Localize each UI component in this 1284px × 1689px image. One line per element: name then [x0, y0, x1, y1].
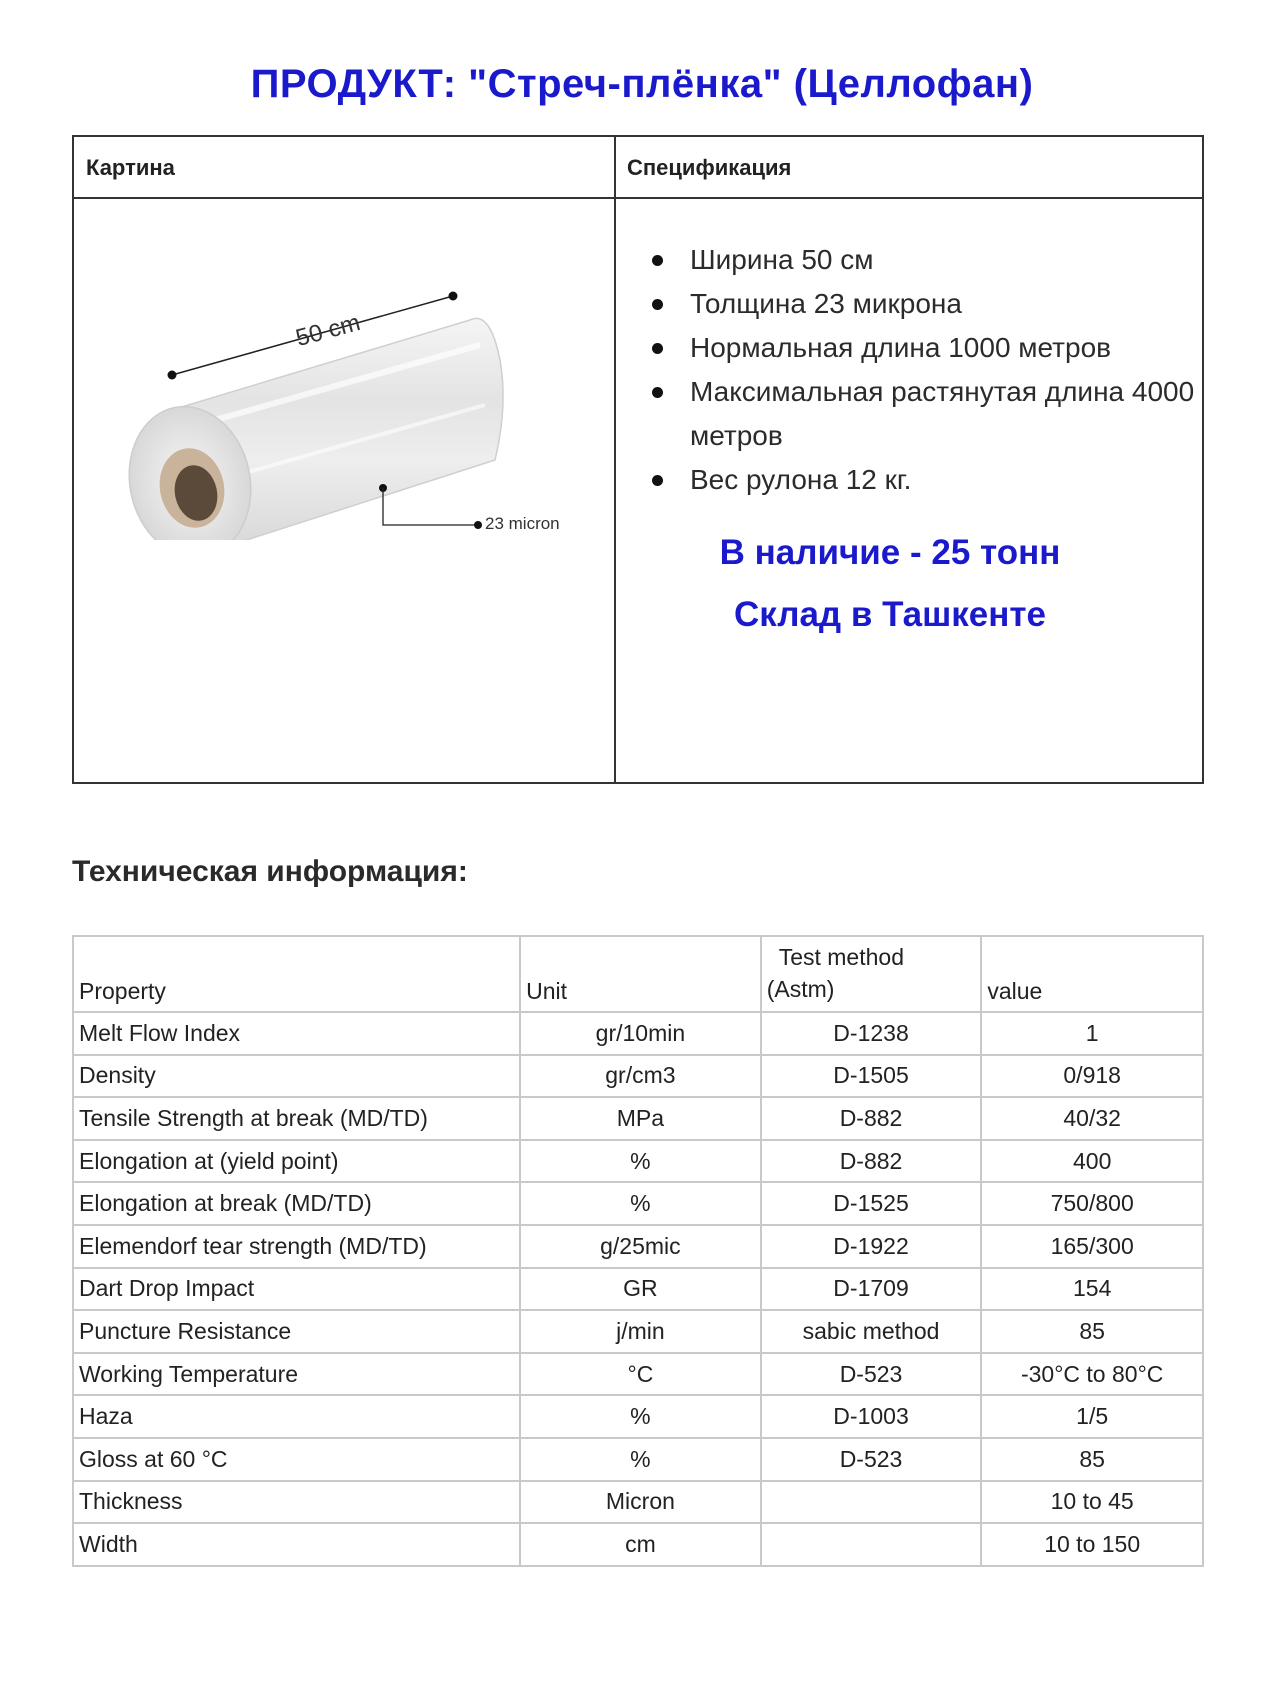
cell-value: 165/300	[981, 1225, 1203, 1268]
cell-property: Haza	[73, 1395, 520, 1438]
cell-unit: %	[520, 1140, 761, 1183]
list-item: Ширина 50 см	[640, 238, 1200, 282]
availability-text: В наличие - 25 тонн	[719, 533, 1061, 572]
cell-property: Elongation at break (MD/TD)	[73, 1182, 520, 1225]
cell-property: Elongation at (yield point)	[73, 1140, 520, 1183]
cell-unit: Micron	[520, 1481, 761, 1524]
cell-method: D-523	[761, 1438, 982, 1481]
cell-property: Melt Flow Index	[73, 1012, 520, 1055]
cell-unit: j/min	[520, 1310, 761, 1353]
cell-unit: cm	[520, 1523, 761, 1566]
technical-table	[72, 935, 1204, 1567]
cell-property: Puncture Resistance	[73, 1310, 520, 1353]
cell-method: D-882	[761, 1140, 982, 1183]
table-row	[73, 1097, 1203, 1140]
cell-value: 40/32	[981, 1097, 1203, 1140]
table-row	[73, 1353, 1203, 1396]
header-unit: Unit	[520, 936, 761, 1012]
list-item: Максимальная растянутая длина 4000 метров	[640, 370, 1200, 458]
cell-property: Dart Drop Impact	[73, 1268, 520, 1311]
specification-list	[640, 238, 1200, 502]
table-row	[73, 1268, 1203, 1311]
spec-column-divider	[614, 137, 616, 782]
cell-property: Tensile Strength at break (MD/TD)	[73, 1097, 520, 1140]
table-row	[73, 1225, 1203, 1268]
cell-method	[761, 1523, 982, 1566]
list-item: Вес рулона 12 кг.	[640, 458, 1200, 502]
width-label: 50 cm	[293, 309, 364, 353]
cell-unit: GR	[520, 1268, 761, 1311]
header-value: value	[981, 936, 1203, 1012]
cell-unit: gr/cm3	[520, 1055, 761, 1098]
table-row	[73, 1182, 1203, 1225]
bullet-icon	[652, 475, 663, 486]
table-header-row	[73, 936, 1203, 1012]
cell-value: 154	[981, 1268, 1203, 1311]
stretch-film-roll-illustration	[80, 160, 550, 540]
cell-method: D-882	[761, 1097, 982, 1140]
cell-property: Elemendorf tear strength (MD/TD)	[73, 1225, 520, 1268]
cell-value: 10 to 150	[981, 1523, 1203, 1566]
thickness-label: 23 micron	[485, 514, 560, 533]
bullet-icon	[652, 387, 663, 398]
cell-method	[761, 1481, 982, 1524]
table-row	[73, 1140, 1203, 1183]
cell-property: Working Temperature	[73, 1353, 520, 1396]
cell-method: sabic method	[761, 1310, 982, 1353]
table-row	[73, 1481, 1203, 1524]
cell-method: D-523	[761, 1353, 982, 1396]
cell-property: Gloss at 60 °C	[73, 1438, 520, 1481]
header-property: Property	[73, 936, 520, 1012]
cell-value: 85	[981, 1310, 1203, 1353]
cell-method: D-1003	[761, 1395, 982, 1438]
cell-value: -30°C to 80°C	[981, 1353, 1203, 1396]
spec-header-specification: Спецификация	[627, 155, 792, 180]
warehouse-text: Склад в Ташкенте	[734, 595, 1046, 634]
cell-unit: MPa	[520, 1097, 761, 1140]
cell-property: Thickness	[73, 1481, 520, 1524]
table-row	[73, 1012, 1203, 1055]
technical-info-heading: Техническая информация:	[72, 855, 468, 888]
table-row	[73, 1438, 1203, 1481]
cell-value: 1	[981, 1012, 1203, 1055]
cell-property: Density	[73, 1055, 520, 1098]
table-row	[73, 1395, 1203, 1438]
cell-value: 750/800	[981, 1182, 1203, 1225]
bullet-icon	[652, 343, 663, 354]
cell-unit: g/25mic	[520, 1225, 761, 1268]
cell-unit: °C	[520, 1353, 761, 1396]
cell-method: D-1505	[761, 1055, 982, 1098]
cell-unit: gr/10min	[520, 1012, 761, 1055]
cell-value: 1/5	[981, 1395, 1203, 1438]
cell-method: D-1709	[761, 1268, 982, 1311]
list-item: Нормальная длина 1000 метров	[640, 326, 1200, 370]
cell-method: D-1922	[761, 1225, 982, 1268]
table-row	[73, 1523, 1203, 1566]
cell-value: 400	[981, 1140, 1203, 1183]
film-roll	[116, 318, 504, 540]
cell-method: D-1238	[761, 1012, 982, 1055]
bullet-icon	[652, 299, 663, 310]
availability-block	[640, 522, 1140, 646]
header-test-method: Test method (Astm)	[761, 936, 982, 1012]
cell-value: 85	[981, 1438, 1203, 1481]
cell-value: 0/918	[981, 1055, 1203, 1098]
page-title: ПРОДУКТ: "Стреч-плёнка" (Целлофан)	[250, 62, 1034, 106]
bullet-icon	[652, 255, 663, 266]
list-item: Толщина 23 микрона	[640, 282, 1200, 326]
table-row	[73, 1310, 1203, 1353]
cell-unit: %	[520, 1438, 761, 1481]
spec-header-picture: Картина	[86, 155, 175, 180]
cell-method: D-1525	[761, 1182, 982, 1225]
cell-unit: %	[520, 1395, 761, 1438]
cell-unit: %	[520, 1182, 761, 1225]
cell-property: Width	[73, 1523, 520, 1566]
table-row	[73, 1055, 1203, 1098]
cell-value: 10 to 45	[981, 1481, 1203, 1524]
